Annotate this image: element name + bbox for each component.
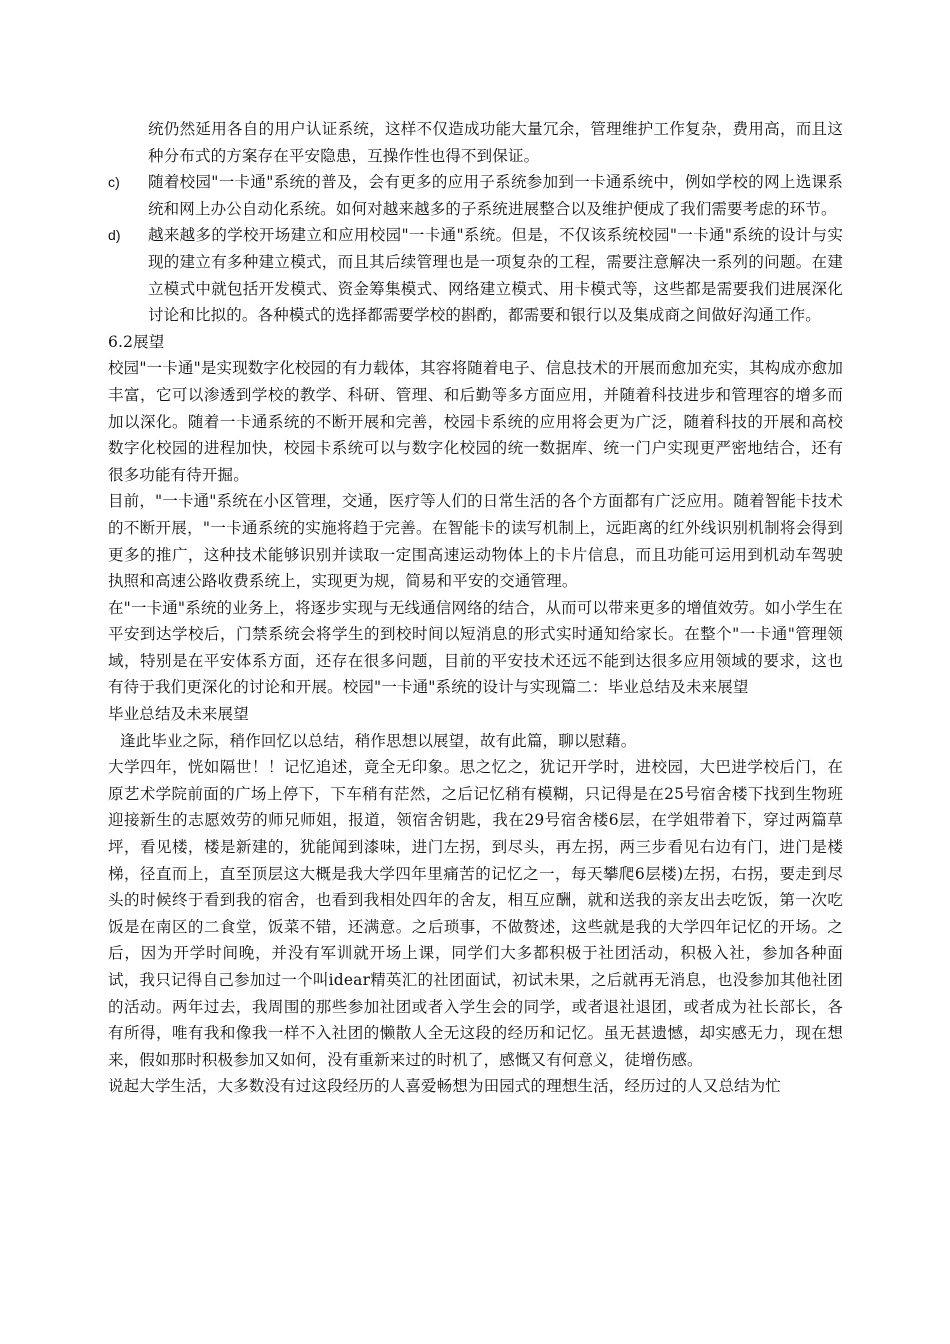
list-item-continuation: 统仍然延用各自的用户认证系统，这样不仅造成功能大量冗余，管理维护工作复杂，费用高，而且这种分布式的方案存在平安隐患，互操作性也得不到保证。: [148, 120, 843, 165]
list-item-d: [108, 222, 843, 328]
section-heading: 6.2展望: [108, 332, 165, 351]
list-item-text: 随着校园"一卡通"系统的普及，会有更多的应用子系统参加到一卡通系统中，例如学校的网上选课系统和网上办公自动化系统。如何对越来越多的子系统进展整合以及维护便成了我们需要考虑的环节。: [148, 173, 843, 218]
paragraph: 大学四年，恍如隔世！！记忆追述，竟全无印象。思之忆之，犹记开学时，进校园，大巴进学校后门，在原艺术学院前面的广场上停下，下车稍有茫然，之后记忆稍有模糊，只记得是在25号宿舍楼下找到生物班迎接新生的志愿效劳的师兄师姐，报道，领宿舍钥匙，我在29号宿舍楼6层，在学姐带着下，穿过两篇草坪，看见楼，楼是新建的，犹能闻到漆味，进门左拐，到尽头，再左拐，两三步看见右边有门，进门是楼梯，径直而上，直至顶层这大概是我大学四年里痛苦的记忆之一，每天攀爬6层楼)左拐，右拐，要走到尽头的时候终于看到我的宿舍，也看到我相处四年的舍友，相互应酬，就和送我的亲友出去吃饭，第一次吃饭是在南区的二食堂，饭菜不错，还满意。之后琐事，不做赘述，这些就是我的大学四年记忆的开场。之后，因为开学时间晚，并没有军训就开场上课，同学们大多都积极于社团活动，积极入社，参加各种面试，我只记得自己参加过一个叫idear精英汇的社团面试，初试未果，之后就再无消息，也没参加其他社团的活动。两年过去，我周围的那些参加社团或者入学生会的同学，或者退社退团，或者成为社长部长，各有所得，唯有我和像我一样不入社团的懒散人全无这段的经历和记忆。虽无甚遗憾，却实感无力，现在想来，假如那时积极参加又如何，没有重新来过的时机了，感慨又有何意义，徒增伤感。: [108, 758, 843, 1069]
essay-title: 毕业总结及未来展望: [108, 705, 249, 724]
list-item-text: 越来越多的学校开场建立和应用校园"一卡通"系统。但是，不仅该系统校园"一卡通"系统的设计与实现的建立有多种建立模式，而且其后续管理也是一项复杂的工程，需要注意解决一系列的问题。在建立模式中就包括开发模式、资金筹集模式、网络建立模式、用卡模式等，这些都是需要我们进展深化讨论和比拟的。各种模式的选择都需要学校的斟酌，都需要和银行以及集成商之间做好沟通工作。: [148, 226, 843, 325]
paragraph: 在"一卡通"系统的业务上，将逐步实现与无线通信网络的结合，从而可以带来更多的增值效劳。如小学生在平安到达学校后，门禁系统会将学生的到校时间以短消息的形式实时通知给家长。在整个"一卡通"管理领域，特别是在平安体系方面，还存在很多问题，目前的平安技术还远不能到达很多应用领域的要求，这也有待于我们更深化的讨论和开展。校园"一卡通"系统的设计与实现篇二：毕业总结及未来展望: [108, 598, 843, 697]
paragraph: 校园"一卡通"是实现数字化校园的有力载体，其容将随着电子、信息技术的开展而愈加充实，其构成亦愈加丰富，它可以渗透到学校的教学、科研、管理、和后勤等多方面应用，并随着科技进步和管理容的增多而加以深化。随着一卡通系统的不断开展和完善，校园卡系统的应用将会更为广泛，随着科技的开展和高校数字化校园的进程加快，校园卡系统可以与数字化校园的统一数据库、统一门户实现更严密地结合，还有很多功能有待开掘。: [108, 359, 843, 484]
paragraph: 目前，"一卡通"系统在小区管理，交通，医疗等人们的日常生活的各个方面都有广泛应用。随着智能卡技术的不断开展，"一卡通系统的实施将趋于完善。在智能卡的读写机制上，远距离的红外线识别机制将会得到更多的推广，这种技术能够识别并读取一定围高速运动物体上的卡片信息，而且功能可运用到机动车驾驶执照和高速公路收费系统上，实现更为规，简易和平安的交通管理。: [108, 492, 843, 591]
list-marker: c): [108, 174, 120, 191]
list-marker: d): [108, 227, 121, 244]
list-item-c: [108, 169, 843, 222]
paragraph: 说起大学生活，大多数没有过这段经历的人喜爱畅想为田园式的理想生活，经历过的人又总结为忙: [108, 1077, 781, 1096]
document-body: [108, 116, 843, 1100]
essay-intro: 逢此毕业之际，稍作回忆以总结，稍作思想以展望，故有此篇，聊以慰藉。: [120, 731, 637, 750]
